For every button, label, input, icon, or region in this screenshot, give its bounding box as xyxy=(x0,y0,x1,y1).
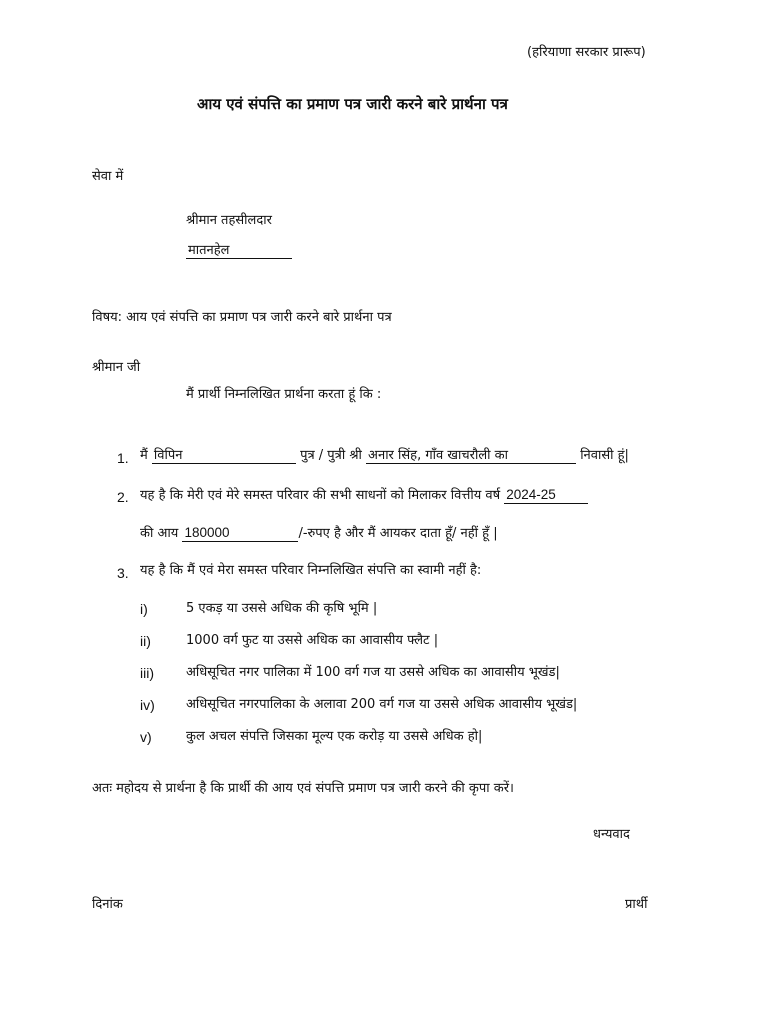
financial-year: 2024-25 xyxy=(504,488,588,504)
date-label: दिनांक xyxy=(92,897,123,912)
subitem-2-label: ii) xyxy=(140,633,151,649)
tehsil-value: मातनहेल xyxy=(186,244,292,259)
form-source-note: (हरियाणा सरकार प्रारूप) xyxy=(527,45,646,60)
item-2-text: यह है कि मेरी एवं मेरे समस्त परिवार की सभी साधनों को मिलाकर वित्तीय वर्ष xyxy=(140,488,501,503)
item-1-suffix: निवासी हूं| xyxy=(580,448,629,463)
subitem-2-text: 1000 वर्ग फुट या उससे अधिक का आवासीय फ्लैट | xyxy=(186,633,439,648)
subitem-1-text: 5 एकड़ या उससे अधिक की कृषि भूमि | xyxy=(186,601,378,616)
income-value: 180000 xyxy=(182,526,298,542)
to-label: सेवा में xyxy=(92,169,124,184)
subitem-4-label: iv) xyxy=(140,697,155,713)
thanks-text: धन्यवाद xyxy=(593,827,630,842)
item-3-text: यह है कि मैं एवं मेरा समस्त परिवार निम्नलिखित संपत्ति का स्वामी नहीं है: xyxy=(140,563,482,578)
item-1-number: 1. xyxy=(117,450,129,466)
item-2-line xyxy=(140,488,588,504)
relation-label: पुत्र / पुत्री श्री xyxy=(300,448,362,463)
subitem-1-label: i) xyxy=(140,601,148,617)
subject-line: विषय: आय एवं संपत्ति का प्रमाण पत्र जारी करने बारे प्रार्थना पत्र xyxy=(92,310,392,325)
subitem-5-text: कुल अचल संपत्ति जिसका मूल्य एक करोड़ या उससे अधिक हो| xyxy=(186,729,483,744)
applicant-label: प्रार्थी xyxy=(625,897,648,912)
item-1-prefix: मैं xyxy=(140,448,148,463)
subitem-5-label: v) xyxy=(140,729,152,745)
item-1-line xyxy=(140,449,629,464)
closing-request: अतः महोदय से प्रार्थना है कि प्रार्थी की आय एवं संपत्ति प्रमाण पत्र जारी करने की कृपा करें। xyxy=(92,781,514,796)
page-title: आय एवं संपत्ति का प्रमाण पत्र जारी करने बारे प्रार्थना पत्र xyxy=(197,95,508,113)
applicant-name: विपिन xyxy=(152,449,296,464)
tehsil-field xyxy=(186,244,292,259)
item-2-number: 2. xyxy=(117,489,129,505)
father-and-village: अनार सिंह, गाँव खाचरौली का xyxy=(366,449,576,464)
income-prefix: की आय xyxy=(140,526,179,541)
income-suffix: /-रुपए है और मैं आयकर दाता हूँ/ नहीं हूँ | xyxy=(298,526,498,541)
subitem-3-text: अधिसूचित नगर पालिका में 100 वर्ग गज या उससे अधिक का आवासीय भूखंड| xyxy=(186,665,560,680)
subitem-4-text: अधिसूचित नगरपालिका के अलावा 200 वर्ग गज या उससे अधिक आवासीय भूखंड| xyxy=(186,697,578,712)
intro-text: मैं प्रार्थी निम्नलिखित प्रार्थना करता हूं कि : xyxy=(186,387,382,402)
income-line xyxy=(140,526,498,542)
subitem-3-label: iii) xyxy=(140,665,154,681)
salutation: श्रीमान जी xyxy=(92,360,141,375)
addressee: श्रीमान तहसीलदार xyxy=(186,213,272,228)
item-3-number: 3. xyxy=(117,565,129,581)
